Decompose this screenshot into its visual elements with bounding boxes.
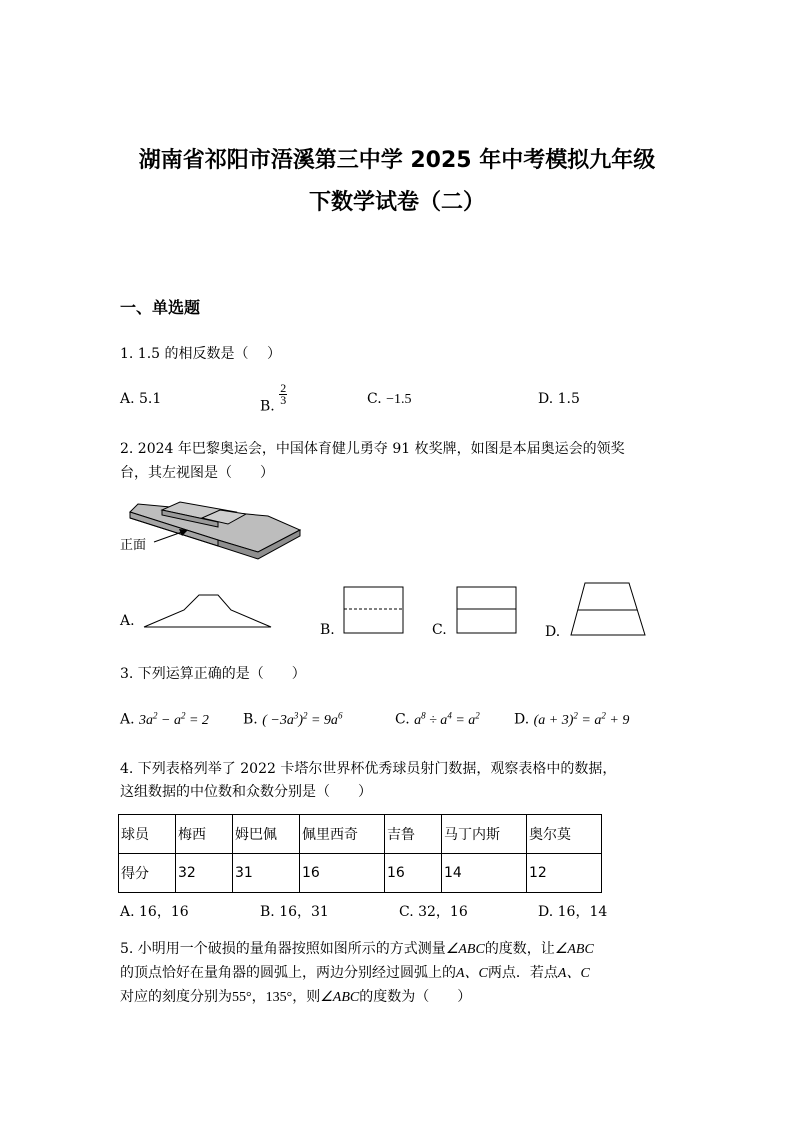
table-cell: 12 [527, 854, 602, 893]
page-title-line1: 湖南省祁阳市浯溪第三中学 2025 年中考模拟九年级 [138, 148, 656, 173]
q1-option-a: A. 5.1 [120, 391, 162, 407]
q2-option-a-label: A. [120, 613, 135, 629]
score-table [118, 814, 602, 893]
q5-points: A、C [456, 966, 488, 981]
table-cell: 32 [176, 854, 233, 893]
q1-option-c-value: −1.5 [386, 392, 412, 407]
q5-text: 两点．若点 [487, 965, 558, 981]
q5-text: 5. 小明用一个破损的量角器按照如图所示的方式测量 [120, 941, 446, 957]
table-cell: 16 [385, 854, 442, 893]
q2-option-c-label: C. [432, 622, 447, 638]
q3-option-c-label: C. [395, 711, 410, 728]
question-2-line1: 2. 2024 年巴黎奥运会，中国体育健儿勇夺 91 枚奖牌，如图是本届奥运会的领奖 [120, 441, 625, 457]
table-cell: 梅西 [176, 815, 233, 854]
table-cell: 佩里西奇 [300, 815, 385, 854]
q3-option-a-expr: $3a^2 - a^2 = 2$ [139, 710, 209, 728]
q5-text: 的度数，让 [484, 941, 555, 957]
q3-option-b-label: B. [243, 711, 258, 728]
q5-text: 的度数为（ ） [359, 989, 472, 1005]
fraction-denominator: 3 [280, 393, 287, 407]
section-heading: 一、单选题 [120, 298, 201, 317]
q3-option-c [395, 710, 480, 729]
q3-option-d-expr: $(a + 3)^2 = a^2 + 9$ [533, 710, 630, 728]
front-label: 正面 [120, 538, 147, 553]
q1-option-c [367, 391, 412, 408]
q5-text: ，则 [292, 989, 321, 1005]
table-cell: 吉鲁 [385, 815, 442, 854]
q3-option-b [243, 710, 342, 729]
question-5-line1 [120, 938, 594, 958]
q5-angle: ∠ABC [320, 990, 360, 1005]
q3-option-d [514, 710, 629, 729]
table-cell: 姆巴佩 [233, 815, 300, 854]
q3-option-a-label: A. [120, 711, 135, 728]
table-cell: 得分 [119, 854, 176, 893]
table-cell: 16 [300, 854, 385, 893]
q1-option-d: D. 1.5 [538, 391, 580, 407]
q2-option-c-figure [456, 586, 518, 634]
q4-option-b: B. 16，31 [260, 904, 329, 920]
table-row [119, 854, 602, 893]
q5-degree: 55° [232, 990, 252, 1005]
question-4-line2: 这组数据的中位数和众数分别是（ ） [120, 784, 372, 800]
q5-text: 对应的刻度分别为 [120, 989, 232, 1005]
table-cell: 马丁内斯 [442, 815, 527, 854]
fraction [279, 383, 287, 406]
q5-points: A、C [557, 966, 590, 981]
question-5-line2 [120, 962, 590, 982]
q5-angle: ∠ABC [554, 942, 594, 957]
podium-figure [118, 496, 308, 562]
fraction-numerator: 2 [280, 381, 287, 395]
q2-option-d-label: D. [545, 624, 561, 640]
q1-option-b [260, 381, 287, 418]
q1-option-b-label: B. [260, 398, 275, 415]
question-2-line2: 台，其左视图是（ ） [120, 465, 274, 481]
front-arrow-icon [152, 526, 192, 546]
q4-option-c: C. 32，16 [399, 904, 468, 920]
q4-option-a: A. 16，16 [120, 904, 189, 920]
q2-option-d-figure [569, 582, 647, 636]
q3-option-a [120, 710, 209, 729]
q2-option-b-label: B. [320, 622, 335, 638]
q5-text: 的顶点恰好在量角器的圆弧上，两边分别经过圆弧上的 [120, 965, 456, 981]
question-1-stem: 1. 1.5 的相反数是（ ） [120, 346, 281, 362]
page-title-line2: 下数学试卷（二） [308, 190, 485, 215]
question-4-line1: 4. 下列表格列举了 2022 卡塔尔世界杯优秀球员射门数据，观察表格中的数据， [120, 761, 617, 777]
q3-option-d-label: D. [514, 711, 530, 728]
q3-option-b-expr: ( $-3a^3)^2 = 9a^6$ [262, 710, 343, 728]
question-3-stem: 3. 下列运算正确的是（ ） [120, 666, 306, 682]
q5-angle: ∠ABC [445, 942, 485, 957]
q2-option-a-figure [143, 591, 273, 629]
q5-text: ， [251, 989, 266, 1005]
table-cell: 14 [442, 854, 527, 893]
q2-option-b-figure [343, 586, 405, 634]
q3-option-c-expr: $a^8 \div a^4 = a^2$ [414, 710, 480, 728]
table-cell: 球员 [119, 815, 176, 854]
table-cell: 31 [233, 854, 300, 893]
q1-option-c-label: C. [367, 391, 382, 407]
table-cell: 奥尔莫 [527, 815, 602, 854]
table-row [119, 815, 602, 854]
q4-option-d: D. 16，14 [538, 904, 608, 920]
question-5-line3 [120, 986, 471, 1006]
q5-degree: 135° [265, 990, 293, 1005]
